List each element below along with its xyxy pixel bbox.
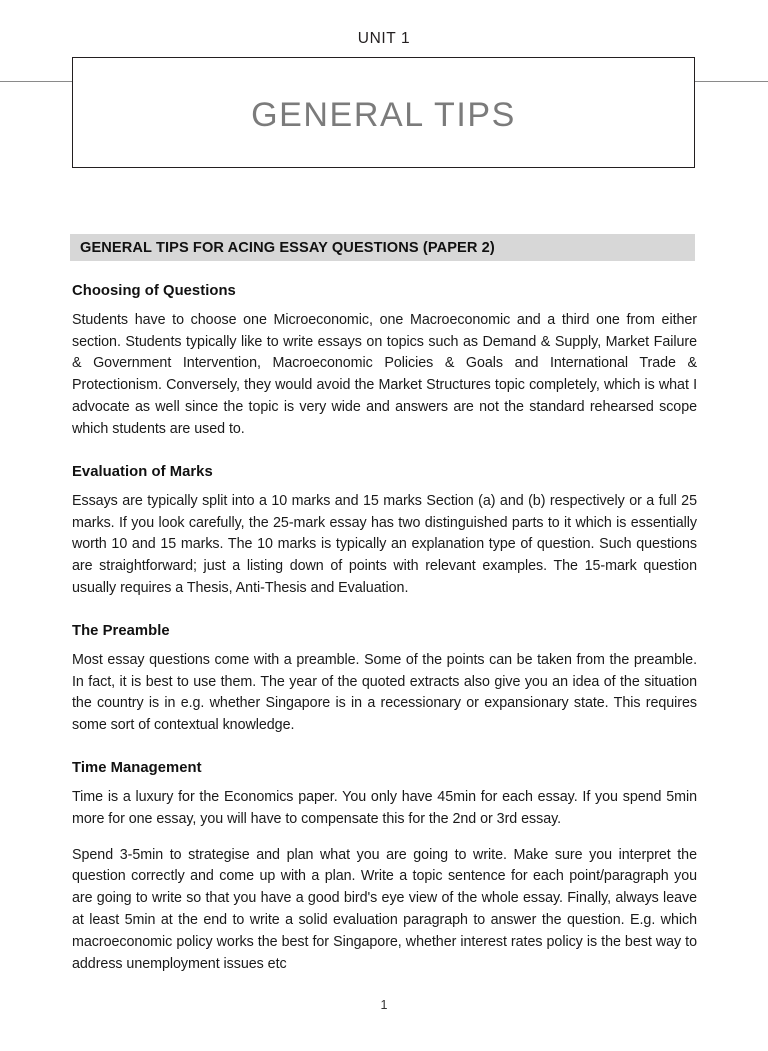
section-heading-time-management: Time Management xyxy=(72,760,202,777)
page-title: GENERAL TIPS xyxy=(251,95,516,134)
document-body xyxy=(72,283,697,976)
paragraph: Spend 3-5min to strategise and plan what you are going to write. Make sure you interpret the question correctly and come up with a plan. Write a topic sentence for each point/paragraph you are going to write so that you have a good bird's eye view of the whole essay. Finally, always leave at least 5min at the end to write a solid evaluation paragraph to answer the question. E.g. which macroeconomic policy works the best for Singapore, whether interest rates policy is the best way to address unemployment issues etc xyxy=(72,846,697,972)
page-number: 1 xyxy=(380,998,388,1012)
section-banner xyxy=(70,234,695,261)
header-rule-right xyxy=(695,81,768,82)
paragraph: Most essay questions come with a preamble. Some of the points can be taken from the preamble. In fact, it is best to use them. The year of the quoted extracts also give you an idea of the situation the country is in e.g. whether Singapore is in a recessionary or expansionary state. This requires some sort of contextual knowledge. xyxy=(72,651,697,734)
paragraph: Students have to choose one Microeconomic, one Macroeconomic and a third one from either section. Students typically like to write essays on topics such as Demand & Supply, Market Failure & Government Intervention, Macroeconomic Policies & Goals and International Trade & Protectionism. Conversely, they would avoid the Market Structures topic completely, which is what I advocate as well since the topic is very wide and answers are not the standard rehearsed scope which students are used to. xyxy=(72,311,697,438)
section-heading-choosing-of-questions: Choosing of Questions xyxy=(72,283,236,299)
unit-title-box xyxy=(72,57,695,168)
header-rule-left xyxy=(0,81,73,82)
paragraph: Time is a luxury for the Economics paper. You only have 45min for each essay. If you spend 5min more for one essay, you will have to compensate this for the 2nd or 3rd essay. xyxy=(72,788,697,827)
section-heading-the-preamble: The Preamble xyxy=(72,622,170,639)
section-banner-label: GENERAL TIPS FOR ACING ESSAY QUESTIONS (PAPER 2) xyxy=(80,239,495,256)
unit-label: UNIT 1 xyxy=(357,30,411,47)
section-heading-evaluation-of-marks: Evaluation of Marks xyxy=(72,463,213,480)
paragraph: Essays are typically split into a 10 marks and 15 marks Section (a) and (b) respectively or a full 25 marks. If you look carefully, the 25-mark essay has two distinguished parts to it which is essentially worth 10 and 15 marks. The 10 marks is typically an explanation type of question. Such questions are straightforward; just a listing down of points with relevant examples. The 15-mark question usually requires a Thesis, Anti-Thesis and Evaluation. xyxy=(72,492,697,597)
